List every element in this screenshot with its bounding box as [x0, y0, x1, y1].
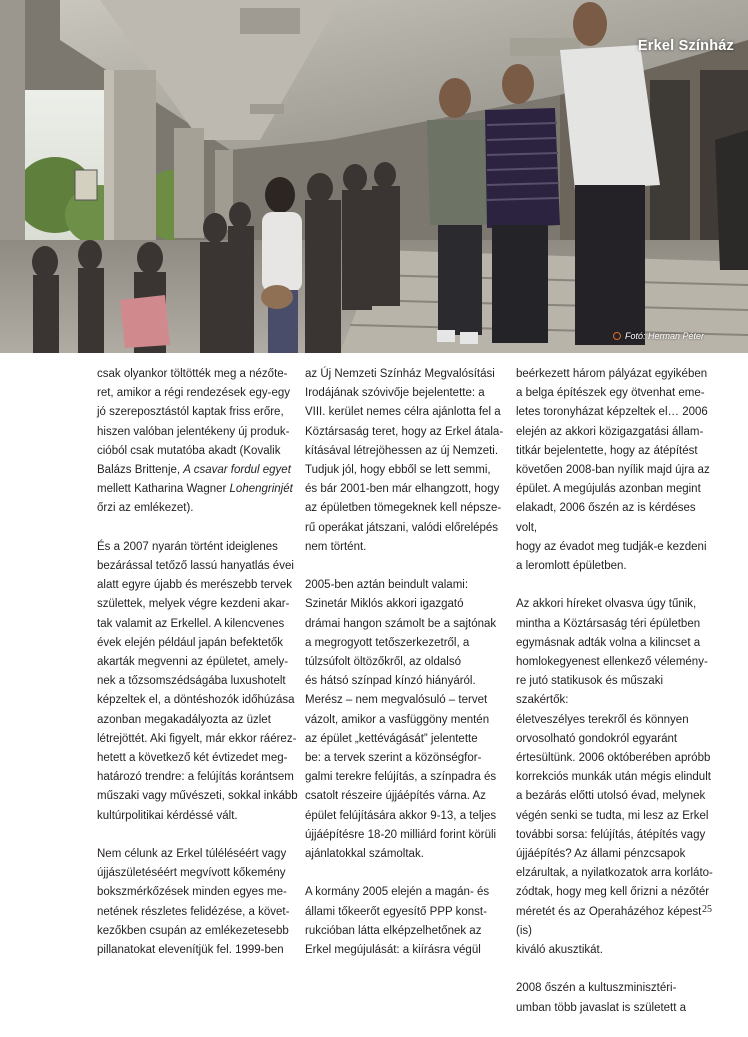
text-line: az épületben tömegeknek kell népsze-	[305, 502, 502, 515]
paragraph	[516, 595, 718, 960]
italic-title: A csavar fordul egyet	[183, 464, 291, 477]
text-line: születtek, melyek végre kezdeni akar-	[97, 598, 290, 611]
text-line: elzárultak, a nyilatkozatok arra korláto-	[516, 867, 713, 880]
text-line: orvosolható gondokról egyaránt	[516, 732, 678, 745]
paragraph	[305, 883, 507, 960]
text-line: hogy az évadot meg tudják-e kezdeni	[516, 540, 707, 553]
paragraph	[516, 979, 718, 1017]
text-line: 2008 őszén a kultuszminisztéri-	[516, 982, 677, 995]
italic-title: Lohengrinjét	[229, 483, 293, 496]
text-line: a belga építészek egy ötvenhat eme-	[516, 387, 705, 400]
photo-illustration	[0, 0, 748, 353]
text-line: Tudjuk jól, hogy ebből se lett semmi,	[305, 464, 491, 477]
text-line: kításával létrejöhessen az új Nemzeti.	[305, 444, 499, 457]
text-line: Nem célunk az Erkel túléléséért vagy	[97, 848, 287, 861]
text-line: csak olyankor töltötték meg a nézőte-	[97, 368, 288, 380]
text-line: létrejöttét. Aki figyelt, már ekkor ráérez-	[97, 732, 297, 745]
text-line: akarták megvenni az épületet, amely-	[97, 656, 289, 669]
text-line: ret, amikor a régi rendezések egy-egy	[97, 387, 291, 400]
paragraph	[305, 576, 507, 864]
text-line: az épület „kettévágását” jelentette	[305, 732, 478, 745]
text-line: netének részletes felidézése, a követ-	[97, 905, 290, 918]
text-line: beérkezett három pályázat egyikében	[516, 368, 708, 380]
text-line: épület felújítására akkor 9-13, a teljes	[305, 809, 497, 822]
text-line: az Új Nemzeti Színház Megvalósítási	[305, 368, 495, 380]
paragraph	[97, 845, 299, 960]
text-line: nem történt.	[305, 540, 367, 553]
text-column-1	[97, 365, 299, 979]
text-line: ajánlatokkal számoltak.	[305, 848, 424, 861]
text-line: életveszélyes terekről és könnyen	[516, 713, 689, 726]
paragraph	[305, 365, 507, 557]
text-line: egymásnak adták volna a kilincset a	[516, 636, 701, 649]
text-line: hetett a következő két évtizedet meg-	[97, 752, 288, 765]
photo-caption-tag: Erkel Színház	[637, 38, 734, 54]
page-number: 25	[702, 904, 712, 915]
text-line: homlokegyenest ellenkező vélemény-	[516, 656, 708, 669]
text-line: a bezárás előtti utolsó évad, melynek	[516, 790, 706, 803]
text-line: Köztársaság teret, hogy az Erkel átala-	[305, 425, 504, 438]
paragraph	[516, 365, 718, 576]
text-line: műszaki vagy művészeti, sokkal inkább	[97, 790, 298, 803]
text-line: újjáépítésre 18-20 milliárd forint körüli	[305, 828, 497, 841]
text-line: méretét és az Operaházéhoz képest (is)	[516, 905, 702, 937]
text-line: Merész – nem megvalósuló – tervet	[305, 694, 488, 707]
text-line: hiszen valóban jelentékeny új produk-	[97, 425, 290, 438]
text-line: pillanatokat elevenítjük fel. 1999-ben	[97, 944, 284, 957]
text-line: zódtak, hogy meg kell őrizni a nézőtér	[516, 886, 710, 899]
text-line: újjáépítés? Az állami pénzcsapok	[516, 848, 686, 861]
text-line: kultúrpolitikai kérdéssé vált.	[97, 809, 238, 822]
text-line: alatt egyre újabb és merészebb tervek	[97, 579, 292, 592]
text-line: képzeltek el, a döntéshozók időhúzása	[97, 694, 295, 707]
paragraph	[97, 538, 299, 826]
text-line: umban több javaslat is született a	[516, 1001, 687, 1014]
text-line: végén senki se tudta, mi lesz az Erkel	[516, 809, 709, 822]
text-line: bezárással tetőző lassú hanyatlás évei	[97, 560, 294, 573]
text-line: És a 2007 nyarán történt ideiglenes	[97, 540, 278, 553]
text-line: rű operákat játszani, valódi előrelépés	[305, 521, 499, 534]
text-line: 2005-ben aztán beindult valami:	[305, 579, 469, 592]
text-line: értesültünk. 2006 októberében apróbb	[516, 752, 711, 765]
text-column-3	[516, 365, 718, 1037]
text-line: be: a tervek szerint a közönségfor-	[305, 752, 482, 765]
text-line: azonban megakadályozta az üzlet	[97, 713, 271, 726]
text-column-2	[305, 365, 507, 979]
text-line: bokszmérkőzések minden egyes me-	[97, 886, 287, 899]
text-line: tak valamit az Erkellel. A kilencvenes	[97, 617, 285, 630]
text-line: rukcióban látta elképzelhetőnek az	[305, 924, 482, 937]
text-line: A kormány 2005 elején a magán- és	[305, 886, 490, 899]
text-line: vázolt, amikor a vasfüggöny mentén	[305, 713, 490, 726]
text-line: letes toronyházat képzeltek el… 2006	[516, 406, 708, 419]
text-line: mellett Katharina Wagner	[97, 483, 230, 496]
text-line: évek elején például japán befektetők	[97, 636, 284, 649]
text-line: és bár 2001-ben már elhangzott, hogy	[305, 483, 500, 496]
text-line: elakadt, 2006 őszén az is kérdéses volt,	[516, 502, 696, 534]
text-line: re jutó statikusok és műszaki szakértők:	[516, 675, 664, 707]
text-line: titkár bejelentette, hogy az átépítést	[516, 444, 698, 457]
text-line: elején az akkori közigazgatási állam-	[516, 425, 704, 438]
text-line: épület. A megújulás azonban megint	[516, 483, 701, 496]
text-line: határozó trendre: a felújítás korántsem	[97, 771, 294, 784]
text-line: Erkel megújulását: a kiírásra végül	[305, 944, 481, 957]
text-line: a leromlott épületben.	[516, 560, 627, 573]
photo-credit	[613, 331, 704, 341]
text-line: újjászületéséért megvívott kőkemény	[97, 867, 286, 880]
text-line: kiváló akusztikát.	[516, 944, 603, 957]
credit-circle-icon	[613, 332, 621, 340]
text-line: Balázs Brittenje,	[97, 464, 184, 477]
text-line: Szinetár Miklós akkori igazgató	[305, 598, 464, 611]
text-line: VIII. kerület nemes célra ajánlotta fel a	[305, 406, 501, 419]
paragraph	[97, 365, 299, 519]
text-line: és hátsó színpad kínzó hiányáról.	[305, 675, 476, 688]
text-line: őrzi az emlékezet).	[97, 502, 194, 515]
text-line: Irodájának szóvivője bejelentette: a	[305, 387, 485, 400]
text-line: drámai hangon számolt be a sajtónak	[305, 617, 497, 630]
text-line: a megrogyott tetőszerkezetről, a	[305, 636, 470, 649]
text-line: Az akkori híreket olvasva úgy tűnik,	[516, 598, 697, 611]
text-line: nek a tőzsomszédságába luxushotelt	[97, 675, 286, 688]
photo-credit-text: Fotó: Herman Péter	[624, 331, 704, 341]
text-line: galmi terekre felújítás, a színpadra és	[305, 771, 497, 784]
text-line: korrekciós munkák után mégis elindult	[516, 771, 711, 784]
text-line: csatolt részeire újjáépítés várna. Az	[305, 790, 486, 803]
text-line: jó szereposztástól kaptak friss erőre,	[97, 406, 284, 419]
text-line: cióból csak mutatóba akadt (Kovalik	[97, 444, 281, 457]
text-line: mintha a Köztársaság téri épületben	[516, 617, 701, 630]
theatre-photo	[0, 0, 748, 353]
text-line: túlzsúfolt öltözőkről, az oldalsó	[305, 656, 461, 669]
text-line: kezőkben csupán az emlékezetesebb	[97, 924, 289, 937]
text-line: állami tőkeerőt egyesítő PPP konst-	[305, 905, 487, 918]
text-line: további sorsa: felújítás, átépítés vagy	[516, 828, 706, 841]
text-line: követően 2008-ban nyílik majd újra az	[516, 464, 710, 477]
